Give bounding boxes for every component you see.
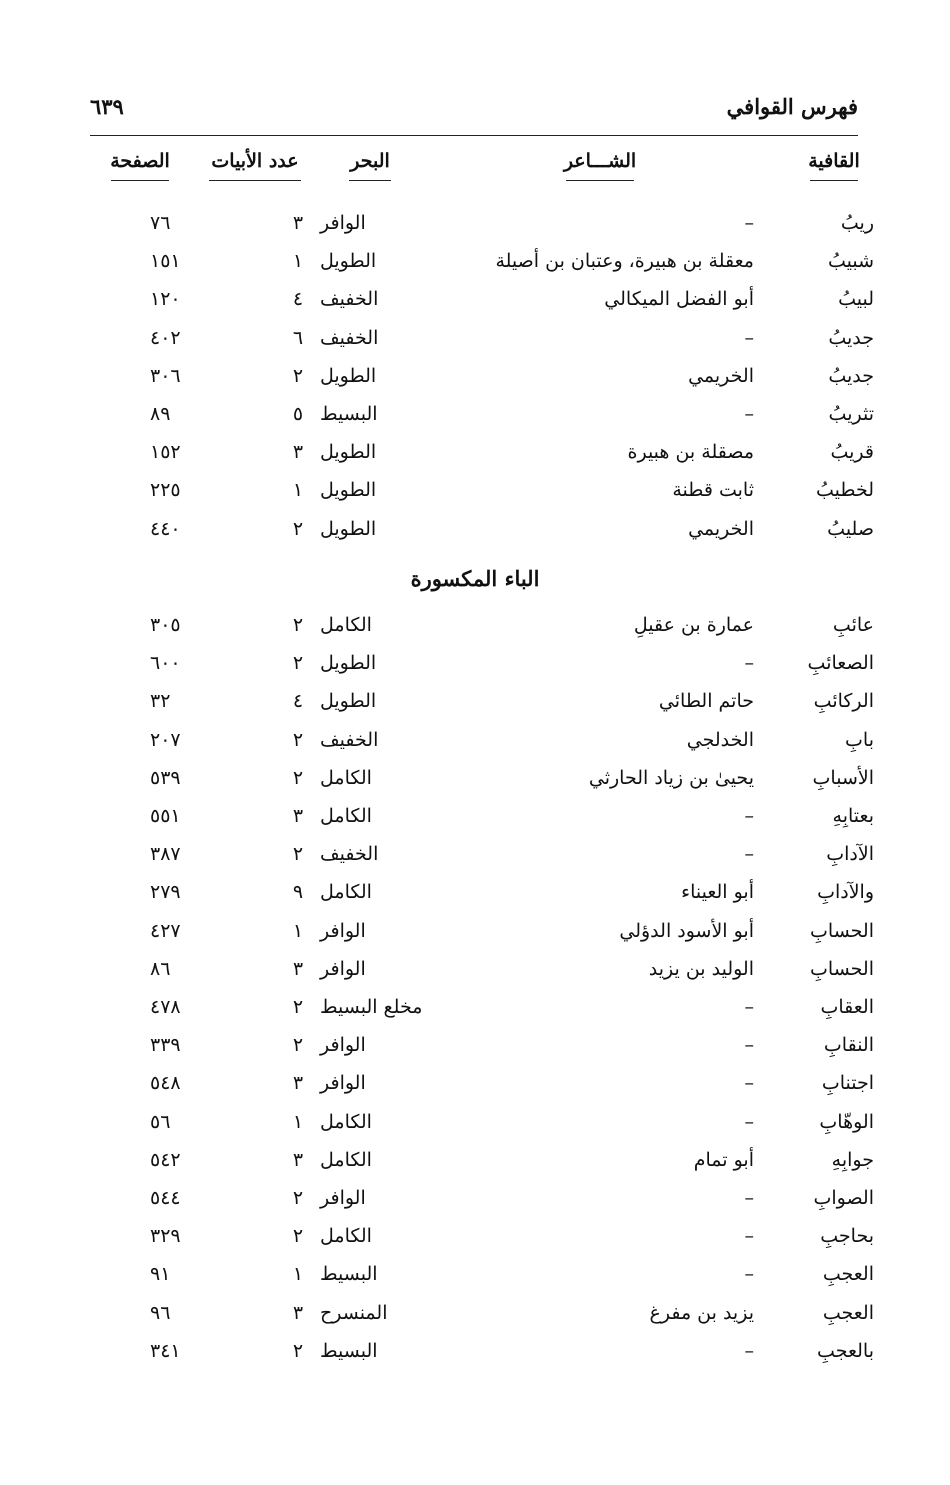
rhyme-cell: بعتابِهِ [832, 805, 874, 827]
rhyme-cell: قريبُ [830, 441, 874, 464]
index-row [0, 327, 950, 365]
poet-cell: – [744, 1187, 754, 1209]
poet-cell: – [744, 403, 754, 425]
running-title: فهرس القوافي [726, 94, 858, 119]
page-cell: ٥٤٨ [150, 1072, 181, 1095]
verses-cell: ٢ [292, 1225, 304, 1248]
verses-cell: ٣ [292, 957, 304, 980]
page-cell: ٣٠٦ [150, 364, 181, 387]
poet-cell: – [744, 1225, 754, 1248]
page-cell: ٨٦ [150, 957, 171, 980]
poet-cell: أبو العيناء [681, 881, 754, 904]
section-title: الباء المكسورة [410, 566, 540, 591]
verses-cell: ١ [292, 919, 304, 942]
page-cell: ٣٤١ [150, 1339, 181, 1362]
index-row [0, 212, 950, 250]
poet-cell: أبو الأسود الدؤلي [619, 919, 754, 942]
page-cell: ٤٢٧ [150, 919, 181, 942]
index-row [0, 920, 950, 958]
rhyme-cell: صليبُ [827, 517, 874, 540]
rhyme-cell: الحسابِ [810, 957, 874, 980]
meter-cell: الخفيف [320, 288, 379, 311]
rhyme-cell: الركائبِ [813, 690, 874, 713]
index-row [0, 250, 950, 288]
index-row [0, 1263, 950, 1301]
meter-cell: الكامل [320, 805, 372, 827]
page-cell: ٥٤٤ [150, 1187, 181, 1209]
meter-cell: الوافر [320, 1187, 366, 1209]
meter-cell: الوافر [320, 1034, 366, 1057]
column-header-page [100, 150, 180, 181]
verses-cell: ٢ [292, 1187, 304, 1209]
rhyme-cell: العقابِ [820, 996, 874, 1018]
poet-cell: الوليد بن يزيد [648, 957, 754, 980]
meter-cell: الطويل [320, 364, 377, 387]
header-rule [90, 135, 858, 136]
poet-cell: الخريمي [688, 517, 754, 540]
page-cell: ٣٢٩ [150, 1225, 181, 1248]
rhyme-cell: لخطيبُ [815, 479, 874, 502]
page-number: ٦٣٩ [90, 94, 124, 119]
page-cell: ٥٤٢ [150, 1148, 181, 1171]
verses-cell: ٣ [292, 212, 304, 234]
index-row [0, 958, 950, 996]
poet-cell: أبو تمام [693, 1148, 754, 1171]
index-row [0, 652, 950, 690]
column-header-verses-label: عدد الأبيات [211, 150, 299, 172]
rhyme-cell: النقابِ [823, 1034, 874, 1057]
page-cell: ٧٦ [150, 212, 171, 234]
rhyme-cell: الصعائبِ [807, 652, 874, 675]
poet-cell: مصقلة بن هبيرة [627, 441, 754, 464]
page-cell: ٥٣٩ [150, 766, 181, 789]
column-header-rhyme [794, 150, 874, 181]
poet-cell: عمارة بن عقيلِ [633, 614, 754, 636]
page-cell: ٨٩ [150, 403, 171, 425]
meter-cell: الكامل [320, 1148, 372, 1171]
meter-cell: الطويل [320, 250, 377, 273]
index-row [0, 729, 950, 767]
verses-cell: ٣ [292, 805, 304, 827]
verses-cell: ٢ [292, 517, 304, 540]
poet-cell: – [744, 1339, 754, 1362]
meter-cell: الكامل [320, 614, 372, 636]
poet-cell: معقلة بن هبيرة، وعتبان بن أصيلة [495, 250, 754, 273]
index-row [0, 996, 950, 1034]
rhyme-cell: بحاجبِ [820, 1225, 874, 1248]
verses-cell: ٤ [292, 690, 304, 713]
column-header-meter-label: البحر [350, 150, 390, 172]
index-row [0, 518, 950, 556]
verses-cell: ١ [292, 1110, 304, 1133]
verses-cell: ٢ [292, 766, 304, 789]
verses-cell: ١ [292, 1263, 304, 1286]
index-row [0, 1302, 950, 1340]
verses-cell: ٢ [292, 1034, 304, 1057]
index-row [0, 805, 950, 843]
rhyme-cell: بابِ [845, 728, 874, 751]
page-cell: ٤٤٠ [150, 517, 181, 540]
column-header-verses [200, 150, 310, 181]
poet-cell: أبو الفضل الميكالي [604, 288, 754, 311]
rhyme-cell: تثريبُ [828, 403, 874, 425]
meter-cell: الطويل [320, 690, 377, 713]
verses-cell: ٢ [292, 843, 304, 866]
verses-cell: ٢ [292, 996, 304, 1018]
page-cell: ٣٨٧ [150, 843, 181, 866]
column-header-page-label: الصفحة [110, 150, 170, 172]
poet-cell: يزيد بن مفرغ [649, 1301, 754, 1324]
page-cell: ٩١ [150, 1263, 171, 1286]
page-cell: ٣٣٩ [150, 1034, 181, 1057]
column-header-underline [209, 180, 301, 181]
poet-cell: – [744, 1263, 754, 1286]
meter-cell: البسيط [320, 403, 378, 425]
meter-cell: المنسرح [320, 1301, 388, 1324]
meter-cell: الوافر [320, 919, 366, 942]
verses-cell: ١ [292, 250, 304, 273]
poet-cell: – [744, 1110, 754, 1133]
meter-cell: البسيط [320, 1339, 378, 1362]
verses-cell: ٣ [292, 1072, 304, 1095]
verses-cell: ٦ [292, 326, 304, 349]
index-row [0, 1072, 950, 1110]
verses-cell: ٩ [292, 881, 304, 904]
page-cell: ٤٠٢ [150, 326, 181, 349]
rhyme-cell: ريبُ [840, 212, 874, 234]
index-row [0, 479, 950, 517]
meter-cell: مخلع البسيط [320, 996, 423, 1018]
column-headers [0, 150, 950, 194]
index-row [0, 1187, 950, 1225]
index-row [0, 1034, 950, 1072]
poet-cell: – [744, 843, 754, 866]
index-row [0, 690, 950, 728]
index-row [0, 365, 950, 403]
meter-cell: الخفيف [320, 728, 379, 751]
index-row [0, 614, 950, 652]
rhyme-cell: عائبِ [832, 614, 874, 636]
page-cell: ٥٦ [150, 1110, 171, 1133]
meter-cell: الوافر [320, 212, 366, 234]
rhyme-cell: الأسبابِ [812, 766, 874, 789]
column-header-meter [325, 150, 415, 181]
column-header-poet-label: الشـــاعر [563, 150, 637, 172]
verses-cell: ٣ [292, 441, 304, 464]
rhyme-cell: بالعجبِ [817, 1339, 874, 1362]
rhyme-cell: جديبُ [828, 326, 874, 349]
page-cell: ٢٧٩ [150, 881, 181, 904]
index-row [0, 767, 950, 805]
meter-cell: الطويل [320, 441, 377, 464]
column-header-underline [349, 180, 391, 181]
meter-cell: الطويل [320, 517, 377, 540]
rhyme-cell: العجبِ [822, 1301, 874, 1324]
poet-cell: – [744, 1072, 754, 1095]
verses-cell: ٤ [292, 288, 304, 311]
poet-cell: يحيىٰ بن زياد الحارثي [588, 766, 754, 789]
meter-cell: الكامل [320, 1225, 372, 1248]
index-row [0, 1340, 950, 1378]
poet-cell: – [744, 652, 754, 675]
index-row [0, 1111, 950, 1149]
meter-cell: الطويل [320, 652, 377, 675]
meter-cell: الوافر [320, 957, 366, 980]
poet-cell: – [744, 996, 754, 1018]
poet-cell: – [744, 326, 754, 349]
rhyme-cell: الوهّابِ [819, 1110, 874, 1133]
rhyme-cell: جوابِهِ [831, 1148, 874, 1171]
rhyme-cell: اجتنابِ [821, 1072, 874, 1095]
poet-cell: حاتم الطائي [658, 690, 754, 713]
column-header-underline [566, 180, 634, 181]
poet-cell: – [744, 805, 754, 827]
rhyme-cell: الآدابِ [826, 843, 874, 866]
page-cell: ٢٢٥ [150, 479, 181, 502]
poet-cell: ثابت قطنة [672, 479, 754, 502]
index-row [0, 288, 950, 326]
page-cell: ٤٧٨ [150, 996, 181, 1018]
index-row [0, 403, 950, 441]
rhyme-cell: الصوابِ [813, 1187, 874, 1209]
page-cell: ٣٢ [150, 690, 171, 713]
page-cell: ١٥٢ [150, 441, 181, 464]
column-header-poet [530, 150, 670, 181]
verses-cell: ٢ [292, 1339, 304, 1362]
index-row [0, 1149, 950, 1187]
rhyme-cell: جديبُ [828, 364, 874, 387]
index-row [0, 881, 950, 919]
column-header-underline [111, 180, 169, 181]
rhyme-cell: شبيبُ [827, 250, 874, 273]
verses-cell: ٢ [292, 728, 304, 751]
meter-cell: الخفيف [320, 843, 379, 866]
poet-cell: الخريمي [688, 364, 754, 387]
index-row [0, 441, 950, 479]
page-cell: ٩٦ [150, 1301, 171, 1324]
rhyme-cell: والآدابِ [817, 881, 874, 904]
meter-cell: الكامل [320, 766, 372, 789]
page-cell: ١٢٠ [150, 288, 181, 311]
verses-cell: ٢ [292, 652, 304, 675]
verses-cell: ١ [292, 479, 304, 502]
meter-cell: الكامل [320, 881, 372, 904]
page-cell: ٦٠٠ [150, 652, 181, 675]
verses-cell: ٢ [292, 614, 304, 636]
verses-cell: ٣ [292, 1148, 304, 1171]
page-cell: ٢٠٧ [150, 728, 181, 751]
index-row [0, 1225, 950, 1263]
page-cell: ٣٠٥ [150, 614, 181, 636]
column-header-rhyme-label: القافية [808, 150, 860, 172]
poet-cell: الخدلجي [686, 728, 754, 751]
index-row [0, 843, 950, 881]
verses-cell: ٥ [292, 403, 304, 425]
poet-cell: – [744, 212, 754, 234]
column-header-underline [810, 180, 858, 181]
verses-cell: ٢ [292, 364, 304, 387]
page-cell: ١٥١ [150, 250, 181, 273]
verses-cell: ٣ [292, 1301, 304, 1324]
poet-cell: – [744, 1034, 754, 1057]
meter-cell: الوافر [320, 1072, 366, 1095]
rhyme-cell: لبيبُ [838, 288, 874, 311]
meter-cell: الطويل [320, 479, 377, 502]
rhyme-cell: العجبِ [822, 1263, 874, 1286]
page-cell: ٥٥١ [150, 805, 181, 827]
running-head [90, 94, 858, 128]
meter-cell: الخفيف [320, 326, 379, 349]
meter-cell: الكامل [320, 1110, 372, 1133]
meter-cell: البسيط [320, 1263, 378, 1286]
rhyme-cell: الحسابِ [810, 919, 874, 942]
